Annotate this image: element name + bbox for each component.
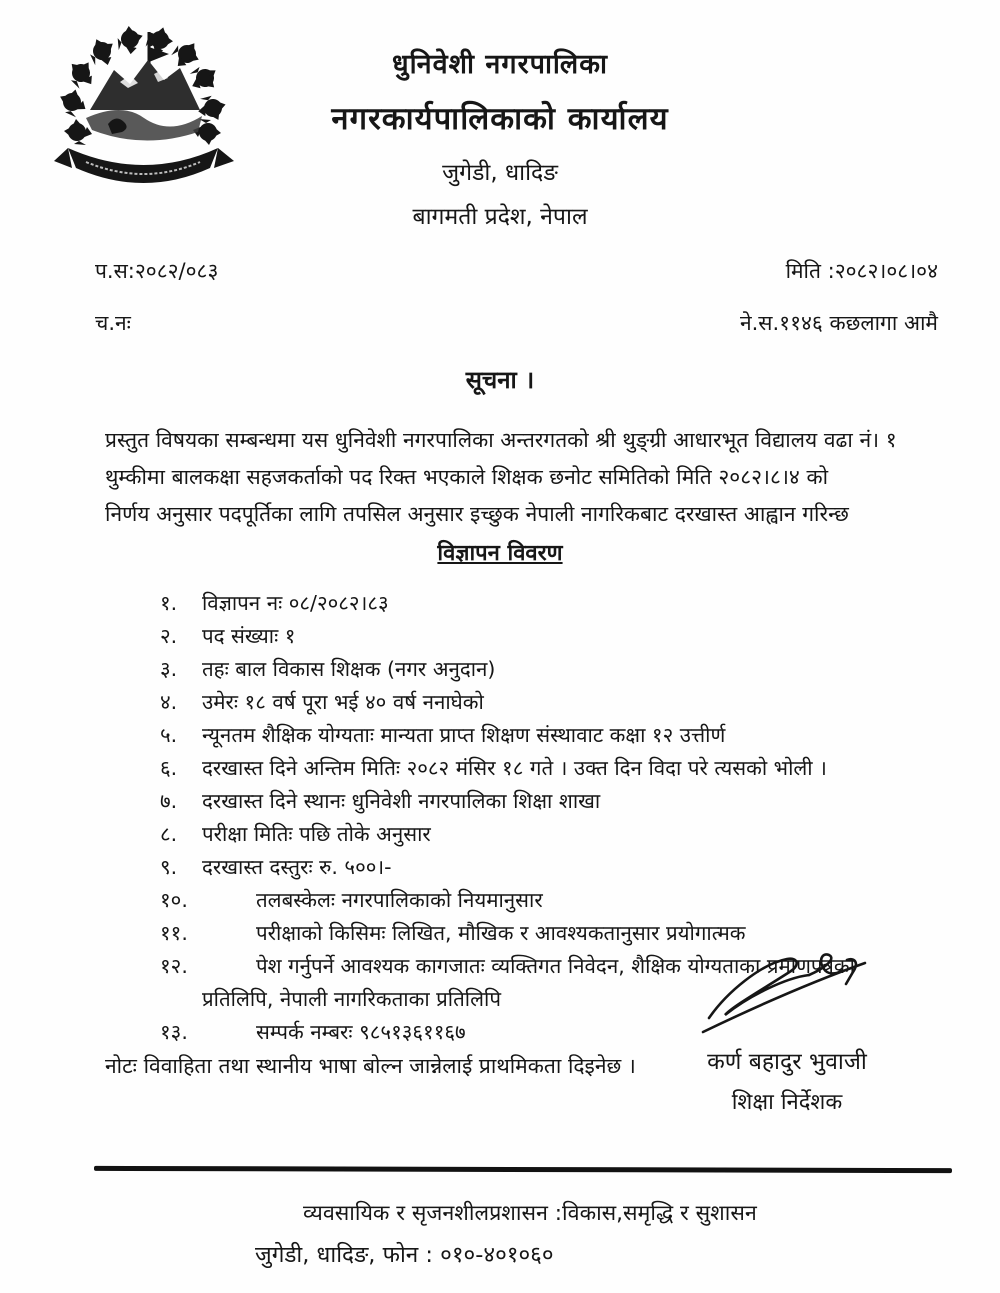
mountain-shape	[90, 60, 200, 110]
item-text: परीक्षा मितिः पछि तोके अनुसार	[202, 822, 431, 846]
date-line: मिति :२०८२।०८।०४	[785, 259, 938, 283]
item-text: सम्पर्क नम्बरः ९८५१३६११६७	[256, 1020, 466, 1044]
item-number: ३.	[160, 657, 178, 681]
item-text: दरखास्त दिने अन्तिम मितिः २०८२ मंसिर १८ गते । उक्त दिन विदा परे त्यसको भोली ।	[202, 756, 827, 780]
item-number: १३.	[160, 1020, 188, 1044]
list-item	[160, 686, 940, 719]
handwritten-signature-icon	[697, 948, 877, 1040]
item-number: ८.	[160, 822, 178, 846]
list-item	[160, 884, 940, 917]
item-number: १२.	[160, 954, 188, 978]
body-line: निर्णय अनुसार पदपूर्तिका लागि तपसिल अनुसार इच्छुक नेपाली नागरिकबाट दरखास्त आह्वान गरिन्छ	[105, 502, 849, 526]
item-number: ९.	[160, 855, 178, 879]
municipality-name: धुनिवेशी नगरपालिका	[392, 49, 608, 80]
item-text: तलबस्केलः नगरपालिकाको नियमानुसार	[256, 888, 543, 912]
nepal-sambat-line: ने.स.११४६ कछलागा आमै	[739, 311, 938, 335]
notice-body	[105, 422, 934, 533]
list-item	[160, 653, 940, 686]
item-text: पद संख्याः १	[202, 624, 296, 648]
list-item	[160, 917, 940, 950]
list-item	[160, 752, 940, 785]
item-text: तहः बाल विकास शिक्षक (नगर अनुदान)	[202, 657, 496, 681]
item-text: दरखास्त दिने स्थानः धुनिवेशी नगरपालिका शिक्षा शाखा	[202, 789, 601, 813]
signatory-name: कर्ण बहादुर भुवाजी	[707, 1049, 867, 1075]
list-item	[160, 587, 940, 620]
footer-motto: व्यवसायिक र सृजनशीलप्रशासन :विकास,समृद्धि र सुशासन	[303, 1201, 757, 1226]
footer-contact: जुगेडी, धादिङ, फोन : ०१०-४०१०६०	[255, 1242, 554, 1268]
body-line: थुम्कीमा बालकक्षा सहजकर्ताको पद रिक्त भएकाले शिक्षक छनोट समितिको मिति २०८२।८।४ को	[105, 465, 829, 489]
list-item	[160, 818, 940, 851]
office-address: जुगेडी, धादिङ	[442, 160, 558, 186]
office-name: नगरकार्यपालिकाको कार्यालय	[331, 101, 669, 137]
signatory-designation: शिक्षा निर्देशक	[731, 1090, 843, 1115]
hills-shape	[86, 110, 202, 141]
item-text: विज्ञापन नः ०८/२०८२।८३	[202, 591, 389, 615]
notice-title: सूचना ।	[465, 366, 535, 394]
item-text: उमेरः १८ वर्ष पूरा भई ४० वर्ष ननाघेको	[202, 690, 484, 714]
list-item	[160, 851, 940, 884]
item-text: पेश गर्नुपर्ने आवश्यक कागजातः व्यक्तिगत निवेदन, शैक्षिक योग्यताका प्रमाणपत्रका	[256, 954, 855, 978]
item-text: परीक्षाको किसिमः लिखित, मौखिक र आवश्यकतानुसार प्रयोगात्मक	[256, 921, 746, 945]
item-number: २.	[160, 624, 178, 648]
reference-block	[95, 257, 938, 337]
chalani-number: च.नः	[95, 311, 131, 335]
item-number: ७.	[160, 789, 178, 813]
item-text: दरखास्त दस्तुरः रु. ५००।-	[202, 855, 392, 879]
province-line: बागमती प्रदेश, नेपाल	[412, 204, 588, 230]
body-line: प्रस्तुत विषयका सम्बन्धमा यस धुनिवेशी नगरपालिका अन्तरगतको श्री थुङ्ग्री आधारभूत विद्यालय वढा नं। १	[105, 428, 897, 452]
item-number: ५.	[160, 723, 178, 747]
banner-ribbon	[54, 148, 234, 183]
item-number: ११.	[160, 921, 188, 945]
footer	[0, 1198, 1000, 1269]
item-number: ६.	[160, 756, 178, 780]
footer-divider-line	[94, 1166, 952, 1173]
signature-block	[642, 948, 932, 1116]
note-line: नोटः विवाहिता तथा स्थानीय भाषा बोल्न जान्नेलाई प्राथमिकता दिइनेछ ।	[105, 1054, 636, 1078]
advertisement-details-heading: विज्ञापन विवरण	[437, 541, 563, 566]
item-continuation-text: प्रतिलिपि, नेपाली नागरिकताका प्रतिलिपि	[202, 987, 501, 1011]
ref-number: प.स:२०८२/०८३	[95, 259, 219, 283]
list-item	[160, 785, 940, 818]
list-item	[160, 620, 940, 653]
item-number: १०.	[160, 888, 188, 912]
item-text: न्यूनतम शैक्षिक योग्यताः मान्यता प्राप्त शिक्षण संस्थावाट कक्षा १२ उत्तीर्ण	[202, 723, 726, 747]
list-item	[160, 719, 940, 752]
municipal-emblem-icon	[50, 20, 240, 198]
item-number: १.	[160, 591, 178, 615]
item-number: ४.	[160, 690, 178, 714]
